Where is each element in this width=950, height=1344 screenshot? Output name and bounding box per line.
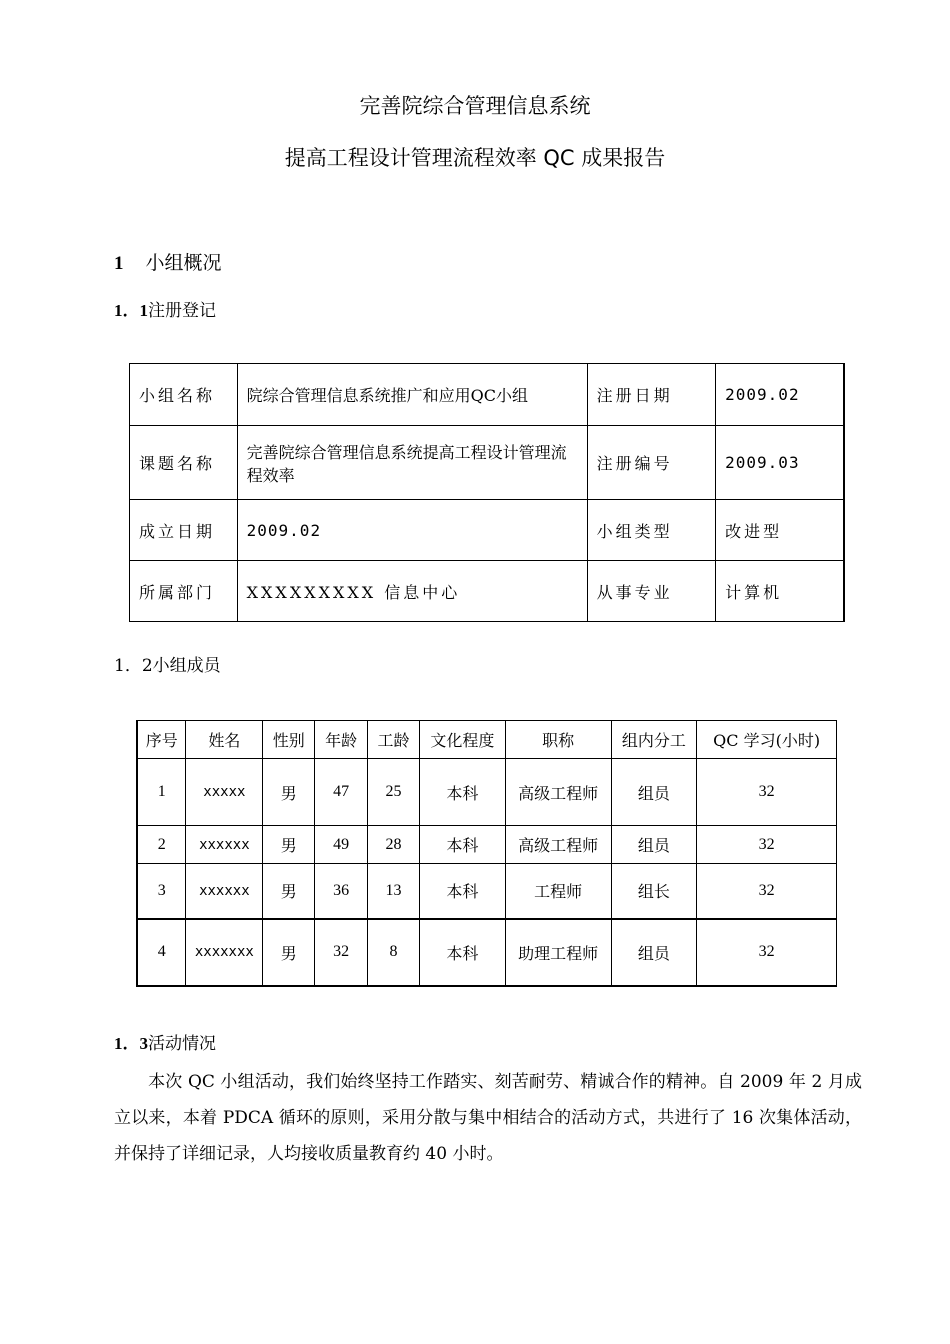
registration-label: 注册日期 [587, 364, 716, 426]
table-cell: 高级工程师 [505, 826, 611, 864]
column-header: 性别 [263, 721, 315, 759]
section-1-2-title: 小组成员 [152, 656, 221, 676]
registration-value: 院综合管理信息系统推广和应用QC小组 [237, 364, 587, 426]
table-cell: 本科 [420, 864, 506, 919]
section-1-2-number: 1．2 [114, 656, 153, 676]
registration-label: 从事专业 [587, 561, 716, 622]
table-row [137, 864, 837, 919]
table-cell: 3 [137, 864, 186, 919]
registration-label: 成立日期 [130, 500, 238, 561]
activity-paragraph-text: 本次 QC 小组活动，我们始终坚持工作踏实、刻苦耐劳、精诚合作的精神。自 2009 年 2 月成立以来，本着 PDCA 循环的原则，采用分散与集中相结合的活动方式，共进行了 16 次集体活动，并保持了详细记录，人均接收质量教育约 40 小时。 [114, 1072, 862, 1164]
table-cell: 8 [368, 919, 420, 986]
table-cell: 本科 [420, 919, 506, 986]
registration-row [130, 426, 845, 500]
table-cell: 1 [137, 759, 186, 826]
table-row [137, 759, 837, 826]
table-cell: 32 [697, 919, 837, 986]
table-cell: 男 [263, 864, 315, 919]
document-title-line2: 提高工程设计管理流程效率 QC 成果报告 [284, 146, 666, 170]
registration-row [130, 561, 845, 622]
column-header: 工龄 [368, 721, 420, 759]
table-row [137, 919, 837, 986]
table-cell: 4 [137, 919, 186, 986]
registration-value: 2009.02 [716, 364, 844, 426]
registration-row [130, 500, 845, 561]
table-cell: xxxxxx [186, 864, 263, 919]
table-cell: 本科 [420, 826, 506, 864]
section-1-title: 小组概况 [145, 252, 222, 274]
table-cell: 男 [263, 759, 315, 826]
registration-value: 完善院综合管理信息系统提高工程设计管理流程效率 [237, 426, 587, 500]
members-table [136, 720, 837, 987]
section-1-1-number: 1．1 [114, 301, 148, 320]
section-1-3-heading [114, 1029, 216, 1054]
registration-label: 注册编号 [587, 426, 716, 500]
table-cell: 13 [368, 864, 420, 919]
table-cell: 工程师 [505, 864, 611, 919]
table-cell: 高级工程师 [505, 759, 611, 826]
document-title-line1: 完善院综合管理信息系统 [359, 94, 591, 118]
table-cell: 组长 [611, 864, 697, 919]
table-cell: 32 [315, 919, 368, 986]
section-1-heading [114, 248, 222, 275]
column-header: QC 学习(小时) [697, 721, 837, 759]
table-cell: 本科 [420, 759, 506, 826]
table-cell: 男 [263, 826, 315, 864]
column-header: 组内分工 [611, 721, 697, 759]
members-header-row [137, 721, 837, 759]
registration-value: XXXXXXXXX 信息中心 [237, 561, 587, 622]
table-cell: 32 [697, 826, 837, 864]
registration-label: 课题名称 [130, 426, 238, 500]
section-1-1-title: 注册登记 [148, 301, 216, 321]
table-cell: 32 [697, 864, 837, 919]
table-cell: 助理工程师 [505, 919, 611, 986]
section-1-2-heading [114, 651, 221, 676]
registration-value: 改进型 [716, 500, 844, 561]
registration-label: 小组类型 [587, 500, 716, 561]
table-cell: xxxxxx [186, 826, 263, 864]
table-cell: 组员 [611, 826, 697, 864]
section-1-3-title: 活动情况 [148, 1034, 216, 1054]
table-cell: 32 [697, 759, 837, 826]
table-cell: 组员 [611, 919, 697, 986]
registration-value: 2009.02 [237, 500, 587, 561]
table-cell: 男 [263, 919, 315, 986]
table-cell: 47 [315, 759, 368, 826]
registration-value: 计算机 [716, 561, 844, 622]
column-header: 职称 [505, 721, 611, 759]
column-header: 序号 [137, 721, 186, 759]
section-1-3-number: 1．3 [114, 1034, 148, 1053]
table-cell: xxxxx [186, 759, 263, 826]
column-header: 年龄 [315, 721, 368, 759]
table-cell: 2 [137, 826, 186, 864]
table-cell: 25 [368, 759, 420, 826]
section-1-1-heading [114, 296, 216, 321]
registration-label: 所属部门 [130, 561, 238, 622]
table-cell: 组员 [611, 759, 697, 826]
table-cell: xxxxxxx [186, 919, 263, 986]
column-header: 文化程度 [420, 721, 506, 759]
registration-table [129, 363, 845, 622]
table-row [137, 826, 837, 864]
column-header: 姓名 [186, 721, 263, 759]
table-cell: 28 [368, 826, 420, 864]
table-cell: 36 [315, 864, 368, 919]
table-cell: 49 [315, 826, 368, 864]
registration-value: 2009.03 [716, 426, 844, 500]
section-1-number: 1 [114, 253, 124, 274]
registration-label: 小组名称 [130, 364, 238, 426]
registration-row [130, 364, 845, 426]
activity-paragraph [114, 1064, 862, 1172]
